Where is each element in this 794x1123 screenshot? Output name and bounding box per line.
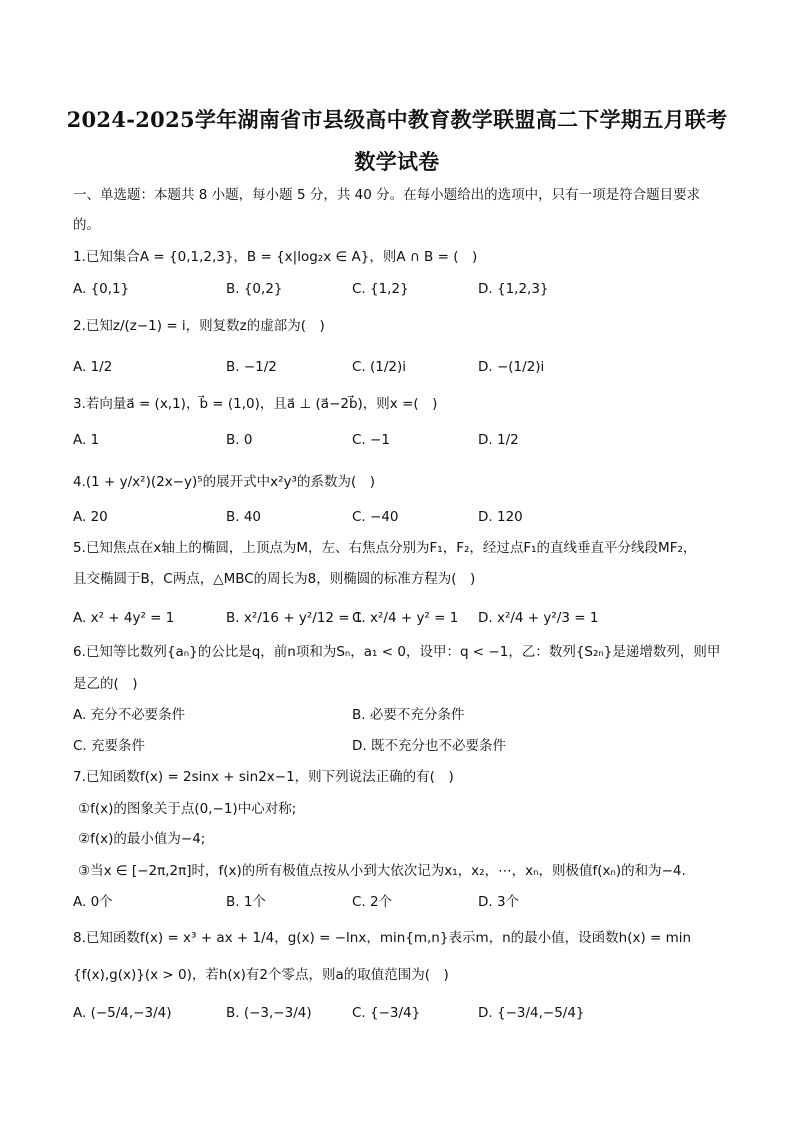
- question-4-option-d: D. 120: [478, 509, 523, 525]
- question-4-option-c: C. −40: [352, 509, 399, 525]
- question-7-option-a: A. 0个: [73, 894, 113, 910]
- question-7-statement-1: ①f(x)的图象关于点(0,−1)中心对称;: [78, 801, 297, 817]
- question-2-option-a: A. 1/2: [73, 359, 113, 375]
- question-4-stem: 4.(1 + y/x²)(2x−y)⁵的展开式中x²y³的系数为( ): [73, 474, 375, 490]
- question-5-option-c: C. x²/4 + y² = 1: [352, 610, 459, 626]
- section-header: 一、单选题：本题共 8 小题，每小题 5 分，共 40 分。在每小题给出的选项中，只有一项是符合题目要求: [73, 187, 701, 203]
- question-3-option-c: C. −1: [352, 432, 390, 448]
- question-8-stem-continued: {f(x),g(x)}(x > 0)，若h(x)有2个零点，则a的取值范围为( ): [73, 967, 449, 983]
- section-header-continued: 的。: [73, 217, 100, 233]
- question-6-option-b: B. 必要不充分条件: [352, 707, 465, 723]
- question-2-option-b: B. −1/2: [226, 359, 277, 375]
- exam-subtitle: 数学试卷: [354, 149, 440, 174]
- question-7-statement-2: ②f(x)的最小值为−4;: [78, 831, 206, 847]
- question-8-option-b: B. (−3,−3/4): [226, 1005, 312, 1021]
- question-8-option-c: C. {−3/4}: [352, 1005, 421, 1021]
- question-6-stem-continued: 是乙的( ): [73, 676, 138, 692]
- question-6-option-d: D. 既不充分也不必要条件: [352, 738, 506, 754]
- question-2-option-d: D. −(1/2)i: [478, 359, 545, 375]
- question-4-option-b: B. 40: [226, 509, 262, 525]
- question-8-option-d: D. {−3/4,−5/4}: [478, 1005, 585, 1021]
- question-6-option-a: A. 充分不必要条件: [73, 707, 186, 723]
- question-3-option-d: D. 1/2: [478, 432, 519, 448]
- question-3-option-b: B. 0: [226, 432, 253, 448]
- question-1-option-b: B. {0,2}: [226, 281, 283, 297]
- question-7-stem: 7.已知函数f(x) = 2sinx + sin2x−1，则下列说法正确的有( ): [73, 769, 454, 785]
- question-7-statement-3: ③当x ∈ [−2π,2π]时，f(x)的所有极值点按从小到大依次记为x₁，x₂，⋯，xₙ，则极值f(xₙ)的和为−4.: [78, 863, 686, 879]
- question-8-stem: 8.已知函数f(x) = x³ + ax + 1/4，g(x) = −lnx，min{m,n}表示m，n的最小值，设函数h(x) = min: [73, 930, 692, 946]
- question-1-option-c: C. {1,2}: [352, 281, 409, 297]
- question-5-stem: 5.已知焦点在x轴上的椭圆，上顶点为M，左、右焦点分别为F₁，F₂，经过点F₁的直线垂直平分线段MF₂，: [73, 540, 697, 556]
- question-5-option-b: B. x²/16 + y²/12 = 1: [226, 610, 363, 626]
- question-8-option-a: A. (−5/4,−3/4): [73, 1005, 172, 1021]
- question-7-option-b: B. 1个: [226, 894, 266, 910]
- question-3-stem: 3.若向量a⃗ = (x,1)，b⃗ = (1,0)，且a⃗ ⊥ (a⃗−2b⃗)，则x =( ): [73, 396, 438, 412]
- question-6-option-c: C. 充要条件: [73, 738, 146, 754]
- question-7-option-c: C. 2个: [352, 894, 393, 910]
- question-5-option-a: A. x² + 4y² = 1: [73, 610, 175, 626]
- question-7-option-d: D. 3个: [478, 894, 520, 910]
- question-1-stem: 1.已知集合A = {0,1,2,3}，B = {x|log₂x ∈ A}，则A ∩ B = ( ): [73, 249, 478, 265]
- question-5-stem-continued: 且交椭圆于B，C两点，△MBC的周长为8，则椭圆的标准方程为( ): [73, 571, 476, 587]
- question-1-option-d: D. {1,2,3}: [478, 281, 549, 297]
- question-2-stem: 2.已知z/(z−1) = i，则复数z的虚部为( ): [73, 318, 325, 334]
- question-3-option-a: A. 1: [73, 432, 100, 448]
- question-6-stem: 6.已知等比数列{aₙ}的公比是q，前n项和为Sₙ，a₁ < 0，设甲：q < −1，乙：数列{S₂ₙ}是递增数列，则甲: [73, 644, 721, 660]
- question-2-option-c: C. (1/2)i: [352, 359, 407, 375]
- question-1-option-a: A. {0,1}: [73, 281, 130, 297]
- exam-title: 2024-2025学年湖南省市县级高中教育教学联盟高二下学期五月联考: [66, 107, 728, 132]
- question-5-option-d: D. x²/4 + y²/3 = 1: [478, 610, 599, 626]
- question-4-option-a: A. 20: [73, 509, 108, 525]
